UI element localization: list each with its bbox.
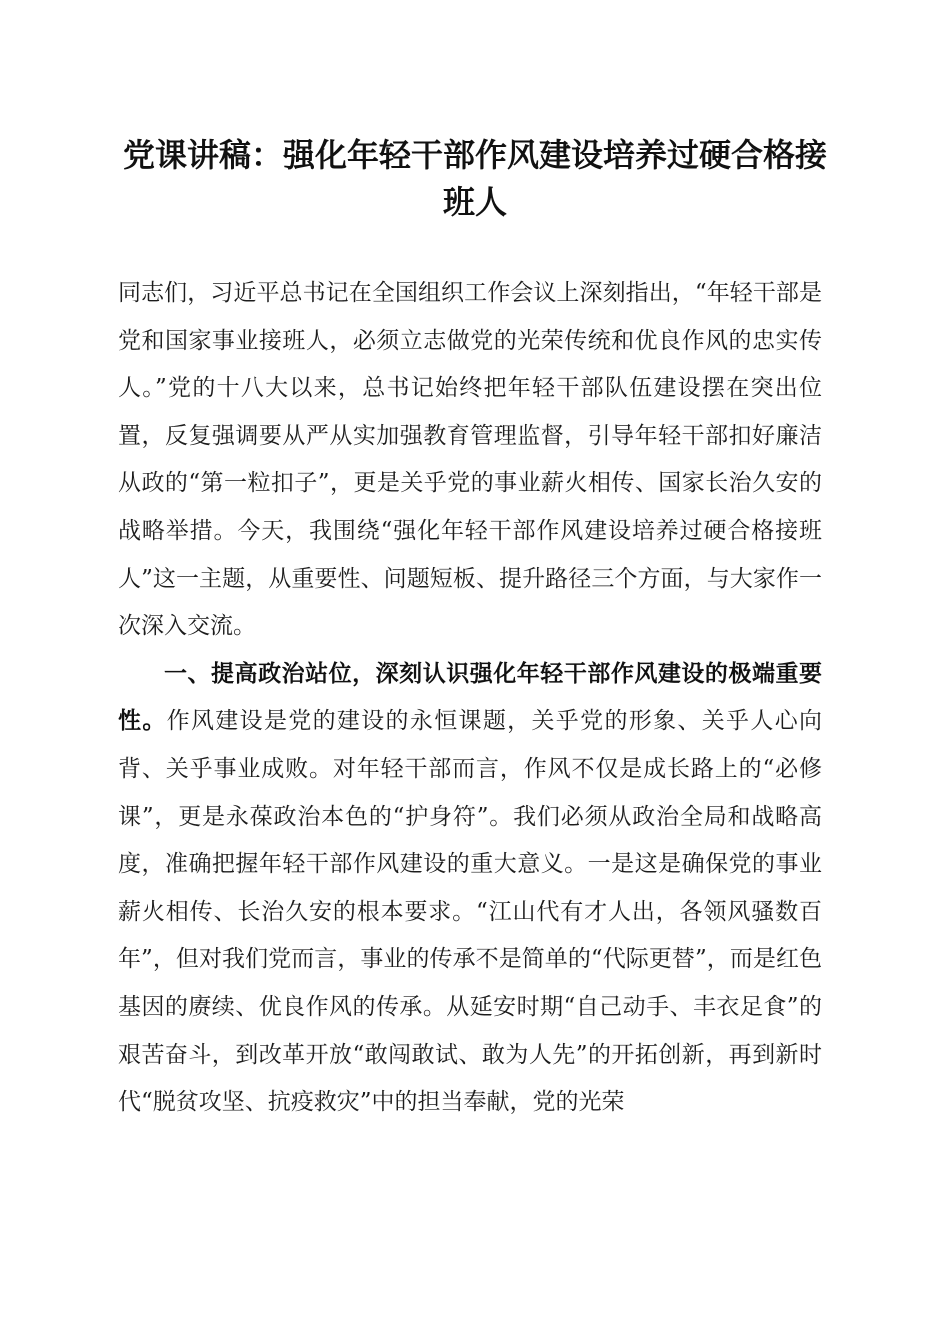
section-one-paragraph: [118, 651, 822, 1127]
document-title: 党课讲稿：强化年轻干部作风建设培养过硬合格接班人: [122, 136, 827, 221]
section-one-text: 作风建设是党的建设的永恒课题，关乎党的形象、关乎人心向背、关乎事业成败。对年轻干部而言，作风不仅是成长路上的“必修课”，更是永葆政治本色的“护身符”。我们必须从政治全局和战略高度，准确把握年轻干部作风建设的重大意义。一是这是确保党的事业薪火相传、长治久安的根本要求。“江山代有才人出，各领风骚数百年”，但对我们党而言，事业的传承不是简单的“代际更替”，而是红色基因的赓续、优良作风的传承。从延安时期“自己动手、丰衣足食”的艰苦奋斗，到改革开放“敢闯敢试、敢为人先”的开拓创新，再到新时代“脱贫攻坚、抗疫救灾”中的担当奉献，党的光荣: [118, 708, 823, 1116]
section-one-heading: 一、提高政治站位，深刻认识强化年轻干部作风建设的极端重要性。: [118, 660, 822, 735]
intro-paragraph: 同志们，习近平总书记在全国组织工作会议上深刻指出，“年轻干部是党和国家事业接班人，必须立志做党的光荣传统和优良作风的忠实传人。”党的十八大以来，总书记始终把年轻干部队伍建设摆在突出位置，反复强调要从严从实加强教育管理监督，引导年轻干部扣好廉洁从政的“第一粒扣子”，更是关乎党的事业薪火相传、国家长治久安的战略举措。今天，我围绕“强化年轻干部作风建设培养过硬合格接班人”这一主题，从重要性、问题短板、提升路径三个方面，与大家作一次深入交流。: [118, 280, 822, 640]
document-body: [118, 270, 822, 1127]
